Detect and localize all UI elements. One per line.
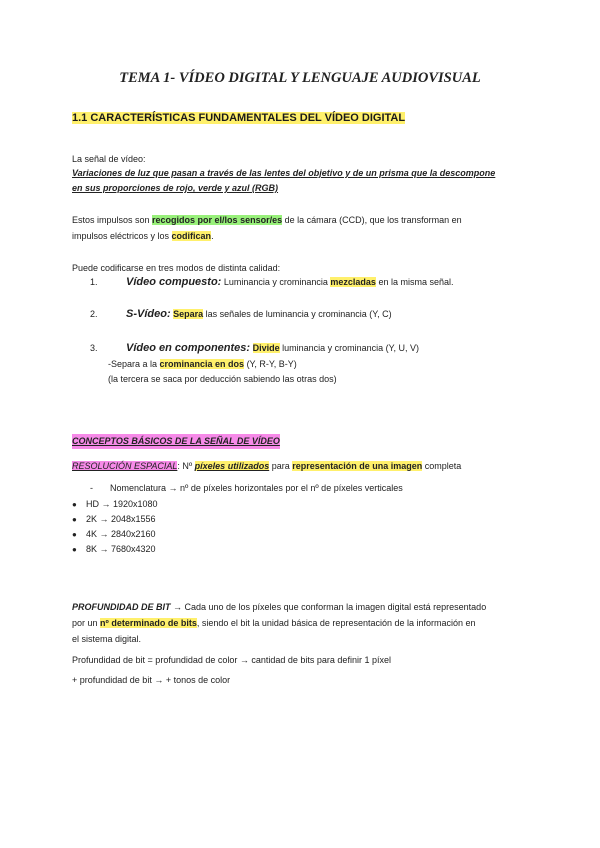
list-item: ● 4K → 2840x2160 bbox=[72, 527, 156, 542]
impulsos-line2: impulsos eléctricos y los codifican. bbox=[72, 231, 214, 241]
modo3-sub1: -Separa a la crominancia en dos (Y, R-Y, B-Y) bbox=[108, 359, 297, 369]
senal-definition-line1: Variaciones de luz que pasan a través de las lentes del objetivo y de un prisma que la descompone bbox=[72, 168, 496, 178]
page-title: TEMA 1- VÍDEO DIGITAL Y LENGUAJE AUDIOVISUAL bbox=[119, 70, 481, 86]
section-heading: 1.1 CARACTERÍSTICAS FUNDAMENTALES DEL VÍDEO DIGITAL bbox=[72, 112, 406, 124]
nomenclatura-line: - Nomenclatura → nº de píxeles horizontales por el nº de píxeles verticales bbox=[90, 483, 403, 493]
list-item: ● HD → 1920x1080 bbox=[72, 497, 158, 512]
profundidad-line2: por un nº determinado de bits, siendo el bit la unidad básica de representación de la información en bbox=[72, 618, 476, 628]
profundidad-line3: el sistema digital. bbox=[72, 634, 142, 644]
bullet-icon: ● bbox=[72, 500, 77, 509]
modo3-sub2: (la tercera se saca por deducción sabiendo las otras dos) bbox=[108, 374, 337, 384]
list-item: ● 2K → 2048x1556 bbox=[72, 512, 156, 527]
highlight-divide: Divide bbox=[252, 343, 280, 353]
modo-name: Vídeo en componentes: bbox=[126, 342, 251, 354]
senal-definition-line2: en sus proporciones de rojo, verde y azul (RGB) bbox=[72, 183, 279, 193]
profundidad-line4: Profundidad de bit = profundidad de color → cantidad de bits para definir 1 píxel bbox=[72, 655, 391, 665]
highlight-separa: Separa bbox=[173, 309, 204, 319]
resolucion-line: RESOLUCIÓN ESPACIAL: Nº píxeles utilizados para representación de una imagen completa bbox=[72, 461, 462, 471]
highlight-crominancia: crominancia en dos bbox=[159, 359, 245, 369]
list-item: ● 8K → 7680x4320 bbox=[72, 542, 156, 557]
modo-name: Vídeo compuesto: bbox=[126, 276, 222, 288]
conceptos-heading: CONCEPTOS BÁSICOS DE LA SEÑAL DE VÍDEO bbox=[72, 434, 280, 449]
profundidad-label: PROFUNDIDAD DE BIT bbox=[72, 602, 171, 612]
modo-item-1: 1. Vídeo compuesto: Luminancia y crominancia mezcladas en la misma señal. bbox=[90, 276, 454, 288]
profundidad-line5: + profundidad de bit → + tonos de color bbox=[72, 675, 231, 685]
resolucion-label: RESOLUCIÓN ESPACIAL bbox=[72, 461, 178, 471]
highlight-recogidos: recogidos por el/los sensor/es bbox=[152, 215, 283, 225]
bullet-icon: ● bbox=[72, 545, 77, 554]
bullet-icon: ● bbox=[72, 515, 77, 524]
modos-intro: Puede codificarse en tres modos de distinta calidad: bbox=[72, 263, 281, 273]
profundidad-line1: PROFUNDIDAD DE BIT → Cada uno de los píxeles que conforman la imagen digital está representado bbox=[72, 602, 487, 612]
highlight-pixeles: píxeles utilizados bbox=[194, 461, 270, 471]
highlight-mezcladas: mezcladas bbox=[330, 277, 376, 287]
impulsos-line1: Estos impulsos son recogidos por el/los sensor/es de la cámara (CCD), que los transforman en bbox=[72, 215, 462, 225]
modo-item-2: 2. S-Vídeo: Separa las señales de luminancia y crominancia (Y, C) bbox=[90, 308, 392, 320]
bullet-icon: ● bbox=[72, 530, 77, 539]
modo-name: S-Vídeo: bbox=[126, 308, 171, 320]
highlight-bits: nº determinado de bits bbox=[100, 618, 197, 628]
highlight-codifican: codifican bbox=[171, 231, 212, 241]
modo-item-3: 3. Vídeo en componentes: Divide luminancia y crominancia (Y, U, V) bbox=[90, 342, 419, 354]
senal-label: La señal de vídeo: bbox=[72, 154, 146, 164]
highlight-representacion: representación de una imagen bbox=[292, 461, 423, 471]
